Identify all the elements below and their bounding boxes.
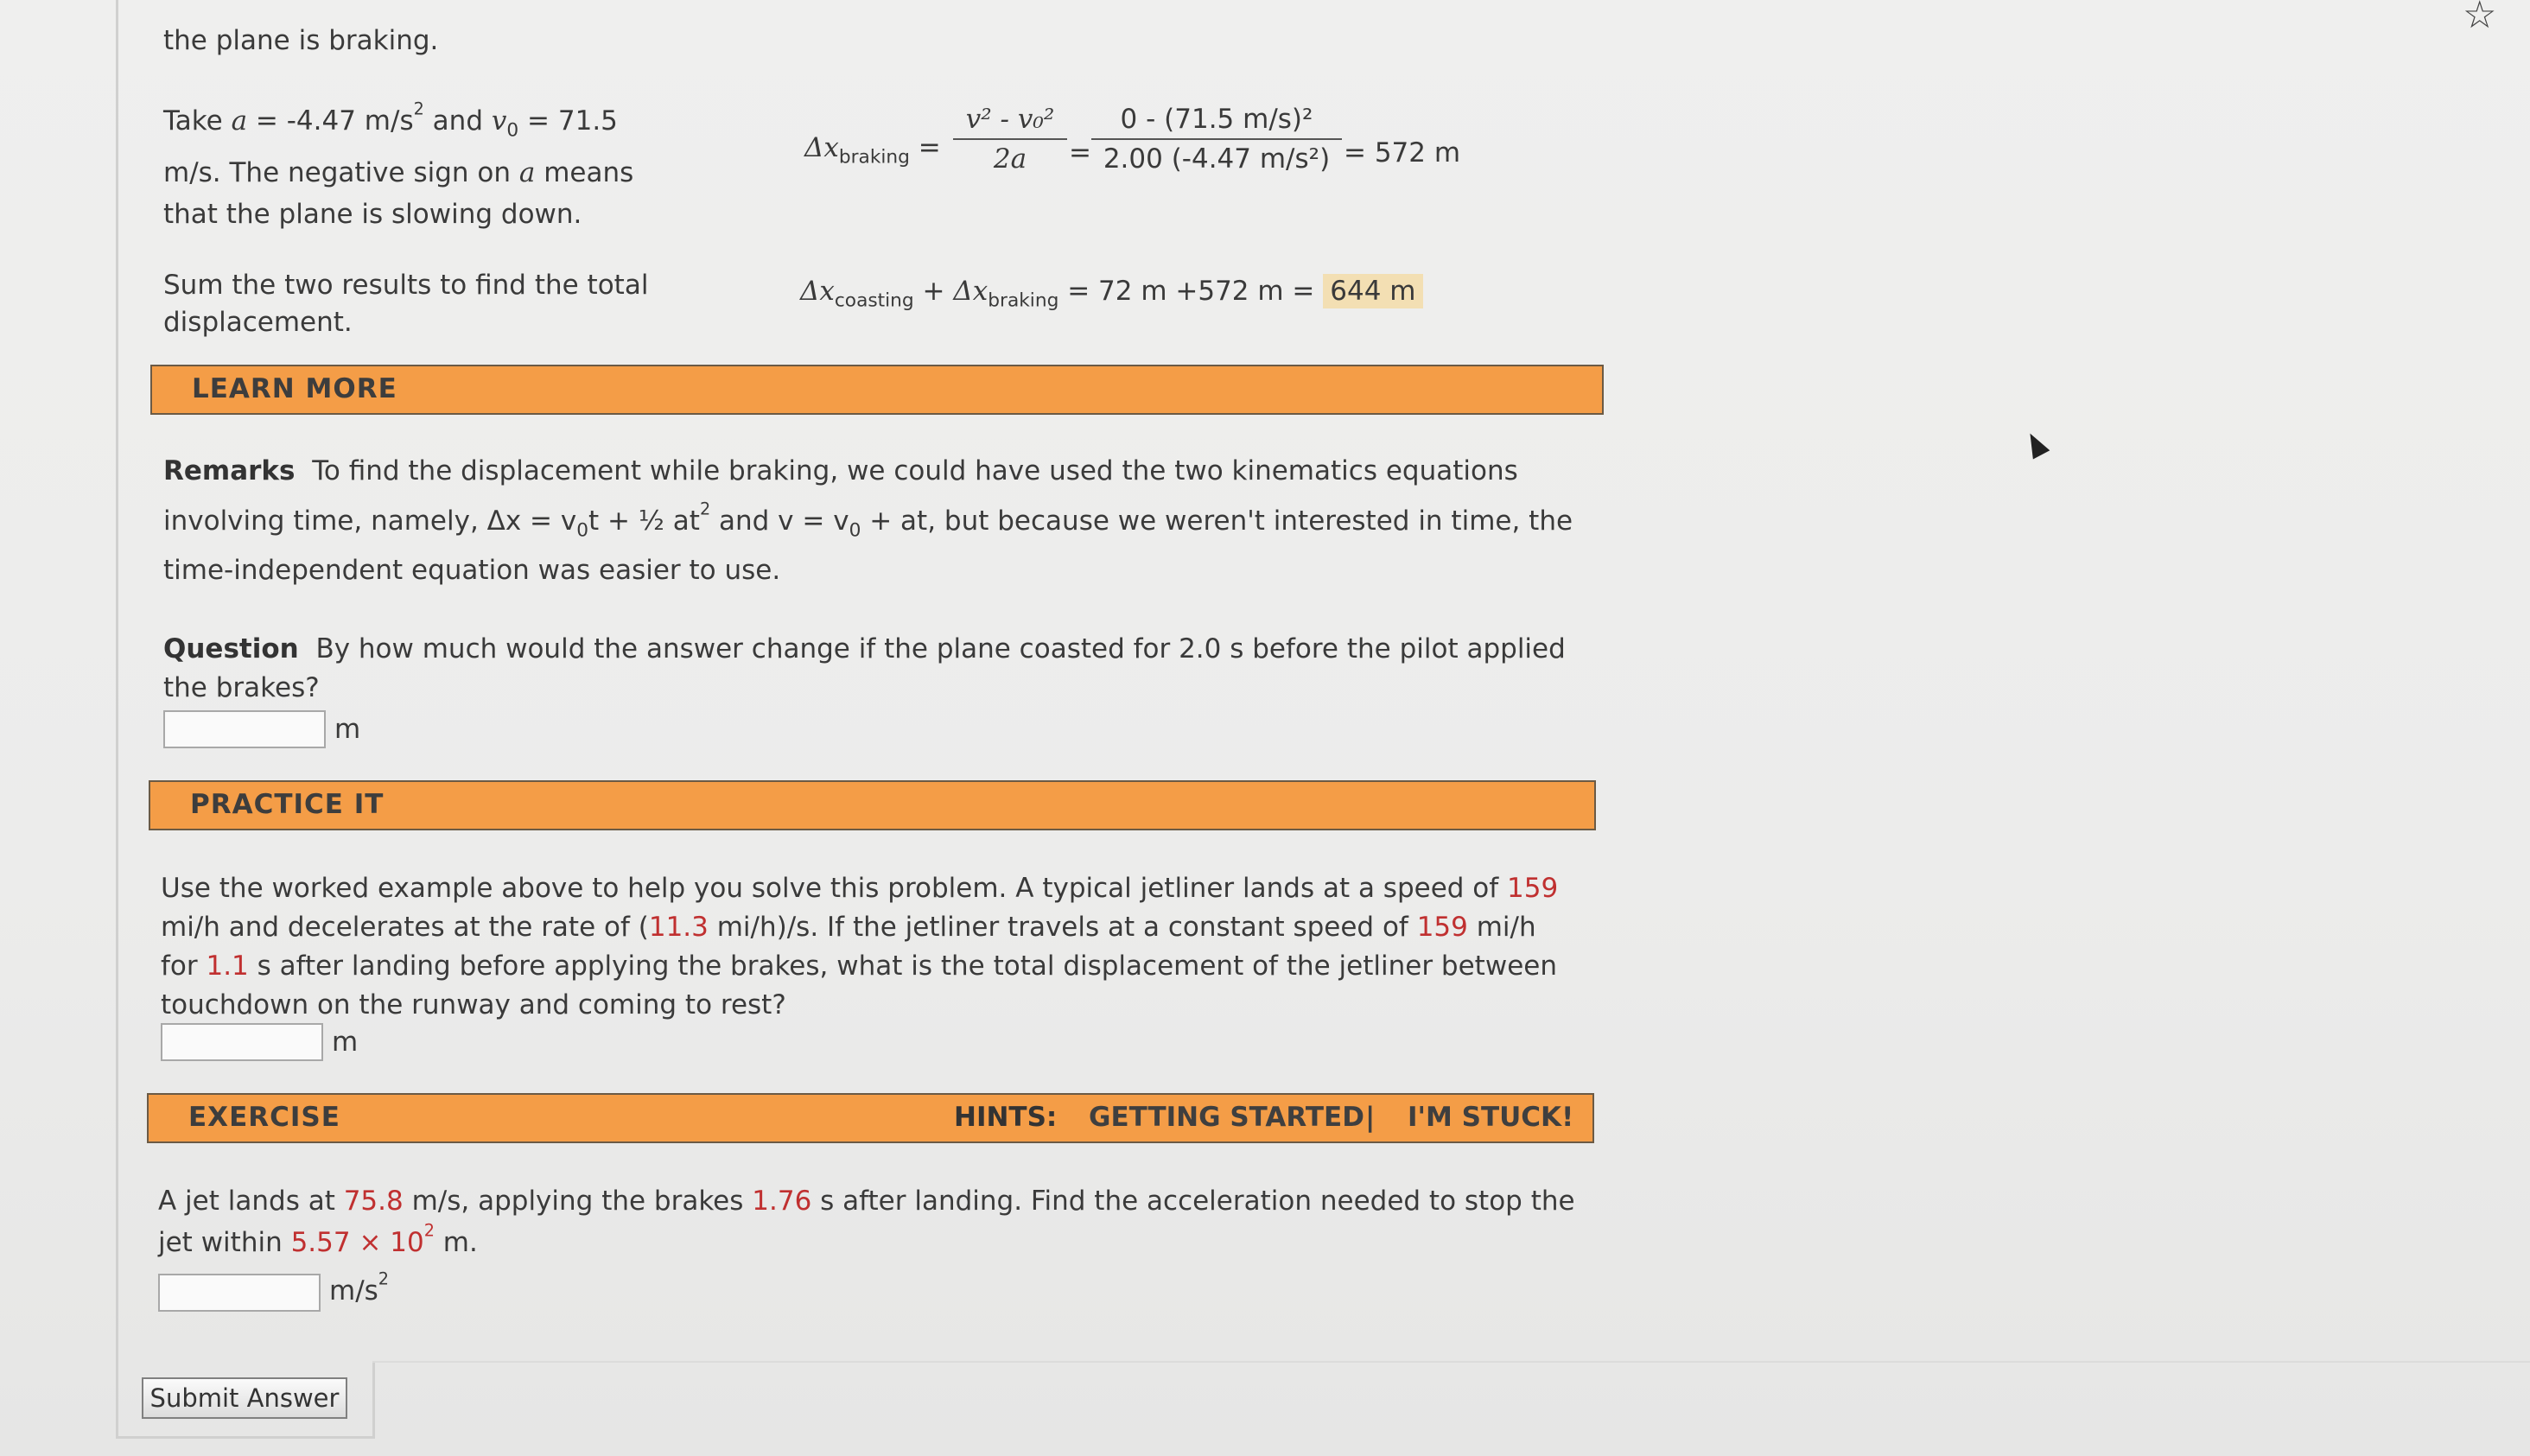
practice-answer-input[interactable] — [161, 1023, 323, 1061]
sum-explanation-line2: displacement. — [163, 307, 353, 338]
content-border-bottom — [116, 1436, 375, 1439]
intro-text: the plane is braking. — [163, 25, 439, 56]
braking-result: = 572 m — [1344, 137, 1461, 168]
content-border — [116, 0, 118, 1439]
sum-equation: $\Delta x_{coasting} + \Delta x_{braking} = 72$ m +572 m = 644 m — [800, 271, 1423, 311]
question-answer-unit: m — [334, 714, 361, 745]
exercise-line2: jet within $5.57 \times 10^2$ m. — [158, 1220, 478, 1258]
braking-fraction-symbolic: $\frac{\text{v² - v₀²}}{2a}$ — [953, 104, 1067, 175]
hint-getting-started-link[interactable]: GETTING STARTED — [1089, 1102, 1364, 1133]
question-answer-input[interactable] — [163, 710, 326, 748]
hints-label: HINTS: — [954, 1102, 1058, 1133]
total-displacement-answer: 644 m — [1323, 274, 1422, 308]
learn-more-header[interactable]: LEARN MORE — [150, 365, 1604, 415]
braking-equation-lhs: $\Delta x_{braking}$ = — [804, 132, 941, 168]
equals-sign: = — [1069, 137, 1091, 168]
exercise-header: EXERCISE HINTS: GETTING STARTED | I'M STUCK! — [147, 1093, 1594, 1143]
remarks-line3: time-independent equation was easier to use. — [163, 555, 781, 586]
practice-answer-unit: m — [332, 1027, 359, 1058]
sum-explanation-line1: Sum the two results to find the total — [163, 270, 649, 301]
exercise-answer-unit: $m/s^2$ — [329, 1268, 390, 1307]
mouse-cursor — [2022, 429, 2050, 459]
practice-line2: mi/h and decelerates at the rate of (11.3 mi/h)/s. If the jetliner travels at a constant speed of 159 mi/h — [161, 912, 1536, 943]
braking-explanation-line1: Take a = -4.47 $m/s^2$ and $v_0 = 71.5$ — [163, 99, 618, 142]
star-icon[interactable]: ☆ — [2463, 0, 2497, 37]
hint-im-stuck-link[interactable]: I'M STUCK! — [1408, 1102, 1574, 1133]
braking-explanation-line3: that the plane is slowing down. — [163, 199, 582, 230]
remarks-line1: Remarks To find the displacement while braking, we could have used the two kinematics equations — [163, 455, 1518, 486]
practice-line3: for 1.1 s after landing before applying the brakes, what is the total displacement of the jetliner between — [161, 951, 1557, 982]
braking-fraction-numeric: $\frac{\text{0 - (71.5 m/s)²}}{\text{2.00 (-4.47 m/s²)}}$ — [1091, 104, 1342, 175]
exercise-line1: A jet lands at 75.8 m/s, applying the brakes 1.76 s after landing. Find the acceleration needed to stop the — [158, 1186, 1575, 1217]
practice-line4: touchdown on the runway and coming to rest? — [161, 989, 786, 1020]
submit-answer-button[interactable]: Submit Answer — [142, 1377, 347, 1419]
footer-divider — [372, 1361, 2530, 1363]
question-line1: Question By how much would the answer change if the plane coasted for 2.0 s before the pilot applied — [163, 633, 1566, 664]
remarks-line2: involving time, namely, $\Delta x = v_0t$ + ½ $at^2$ and $v = v_0$ + at, but because we weren't interested in time, the — [163, 499, 1573, 542]
braking-explanation-line2: m/s. The negative sign on a means — [163, 157, 634, 188]
content-border-corner — [372, 1361, 375, 1439]
exercise-answer-input[interactable] — [158, 1274, 321, 1312]
practice-line1: Use the worked example above to help you solve this problem. A typical jetliner lands at a speed of 159 — [161, 873, 1559, 904]
hint-separator: | — [1365, 1102, 1376, 1133]
question-line2: the brakes? — [163, 672, 320, 703]
practice-it-header[interactable]: PRACTICE IT — [149, 780, 1596, 830]
